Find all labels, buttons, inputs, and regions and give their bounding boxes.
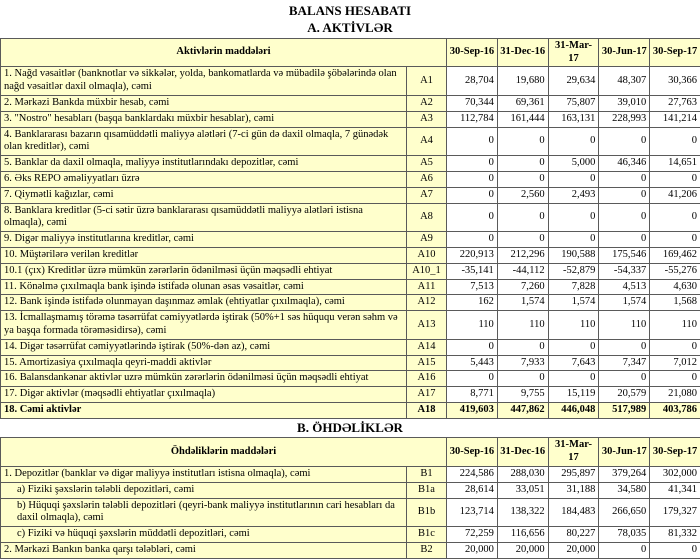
cell-value: 0 <box>650 127 700 156</box>
cell-value: 0 <box>447 339 498 355</box>
cell-value: 19,680 <box>497 67 548 96</box>
date-column-header: 31-Mar-17 <box>548 38 599 67</box>
section-b-title: B. ÖHDƏLİKLƏR <box>0 419 700 438</box>
cell-value: 7,012 <box>650 355 700 371</box>
date-column-header: 31-Dec-16 <box>497 438 548 467</box>
date-column-header: 31-Dec-16 <box>497 38 548 67</box>
cell-value: -35,141 <box>447 263 498 279</box>
cell-value: 0 <box>447 371 498 387</box>
cell-value: 0 <box>548 203 599 232</box>
cell-value: 4,513 <box>599 279 650 295</box>
cell-value: 0 <box>650 172 700 188</box>
assets-table-head <box>1 38 700 67</box>
cell-value: 75,807 <box>548 96 599 112</box>
cell-value: 175,546 <box>599 248 650 264</box>
cell-value: 184,483 <box>548 498 599 527</box>
row-code: A11 <box>407 279 447 295</box>
cell-value: 379,264 <box>599 466 650 482</box>
row-label: 11. Könəlmə çıxılmaqla bank işində istifadə olunan əsas vəsaitlər, cəmi <box>1 279 407 295</box>
row-code: A5 <box>407 156 447 172</box>
cell-value: 212,296 <box>497 248 548 264</box>
table-row <box>1 203 700 232</box>
cell-value: 5,443 <box>447 355 498 371</box>
cell-value: 228,993 <box>599 111 650 127</box>
cell-value: 7,933 <box>497 355 548 371</box>
cell-value: 7,260 <box>497 279 548 295</box>
row-code: A17 <box>407 387 447 403</box>
row-label: 14. Digər təsərrüfat cəmiyyətlərində iştirak (50%-dən az), cəmi <box>1 339 407 355</box>
row-code: A10_1 <box>407 263 447 279</box>
row-code: A4 <box>407 127 447 156</box>
cell-value: 110 <box>599 311 650 340</box>
date-column-header: 30-Sep-16 <box>447 38 498 67</box>
cell-value: -55,276 <box>650 263 700 279</box>
row-code: A10 <box>407 248 447 264</box>
date-column-header: 30-Jun-17 <box>599 38 650 67</box>
cell-value: 0 <box>548 371 599 387</box>
row-code: A16 <box>407 371 447 387</box>
cell-value: 295,897 <box>548 466 599 482</box>
cell-value: 0 <box>599 339 650 355</box>
liabilities-table-head <box>1 438 700 467</box>
cell-value: 138,322 <box>497 498 548 527</box>
cell-value: 34,580 <box>599 482 650 498</box>
cell-value: 0 <box>548 232 599 248</box>
table-row <box>1 127 700 156</box>
cell-value: 517,989 <box>599 402 650 418</box>
row-label: 13. İcmallaşmamış törəmə təsərrüfat cəmiyyətlərdə iştirak (50%+1 səs hüququ verən səhm və ya başqa formada törəməsidirsə), cəmi <box>1 311 407 340</box>
cell-value: 0 <box>599 232 650 248</box>
cell-value: 0 <box>599 203 650 232</box>
table-row <box>1 187 700 203</box>
cell-value: 224,586 <box>447 466 498 482</box>
table-row <box>1 156 700 172</box>
cell-value: 0 <box>599 187 650 203</box>
items-column-header: Öhdəliklərin maddələri <box>1 438 447 467</box>
date-column-header: 30-Sep-16 <box>447 438 498 467</box>
liabilities-table <box>0 437 700 558</box>
cell-value: 0 <box>548 172 599 188</box>
cell-value: 0 <box>599 542 650 558</box>
cell-value: 0 <box>447 172 498 188</box>
row-label: 18. Cəmi aktivlər <box>1 402 407 418</box>
cell-value: 0 <box>497 203 548 232</box>
cell-value: 0 <box>599 127 650 156</box>
row-label: 17. Digər aktivlər (məqsədli ehtiyatlar çıxılmaqla) <box>1 387 407 403</box>
date-column-header: 30-Jun-17 <box>599 438 650 467</box>
assets-table <box>0 38 700 419</box>
cell-value: 0 <box>650 542 700 558</box>
liabilities-table-body <box>1 466 700 558</box>
cell-value: 69,361 <box>497 96 548 112</box>
cell-value: 220,913 <box>447 248 498 264</box>
row-label: a) Fiziki şəxslərin tələbli depozitləri, cəmi <box>1 482 407 498</box>
table-row <box>1 67 700 96</box>
cell-value: 110 <box>497 311 548 340</box>
cell-value: 20,000 <box>548 542 599 558</box>
cell-value: 110 <box>447 311 498 340</box>
cell-value: -54,337 <box>599 263 650 279</box>
row-code: A12 <box>407 295 447 311</box>
assets-table-body <box>1 67 700 418</box>
cell-value: 419,603 <box>447 402 498 418</box>
cell-value: 80,227 <box>548 527 599 543</box>
cell-value: 190,588 <box>548 248 599 264</box>
cell-value: 20,000 <box>497 542 548 558</box>
cell-value: 28,704 <box>447 67 498 96</box>
cell-value: 7,828 <box>548 279 599 295</box>
cell-value: 7,643 <box>548 355 599 371</box>
cell-value: 20,000 <box>447 542 498 558</box>
row-label: 12. Bank işində istifadə olunmayan daşınmaz əmlak (ehtiyatlar çıxılmaqla), cəmi <box>1 295 407 311</box>
cell-value: 0 <box>497 127 548 156</box>
cell-value: 20,579 <box>599 387 650 403</box>
cell-value: 1,574 <box>599 295 650 311</box>
cell-value: 0 <box>650 339 700 355</box>
cell-value: 81,332 <box>650 527 700 543</box>
cell-value: 41,206 <box>650 187 700 203</box>
cell-value: 0 <box>548 339 599 355</box>
date-column-header: 30-Sep-17 <box>650 438 700 467</box>
cell-value: 302,000 <box>650 466 700 482</box>
cell-value: 162 <box>447 295 498 311</box>
cell-value: 0 <box>447 127 498 156</box>
row-code: A14 <box>407 339 447 355</box>
table-row <box>1 498 700 527</box>
cell-value: 110 <box>548 311 599 340</box>
cell-value: 0 <box>548 127 599 156</box>
table-row <box>1 295 700 311</box>
row-label: 6. Əks REPO əməliyyatları üzrə <box>1 172 407 188</box>
table-row <box>1 527 700 543</box>
cell-value: 110 <box>650 311 700 340</box>
cell-value: 1,568 <box>650 295 700 311</box>
cell-value: 0 <box>497 172 548 188</box>
row-code: B1a <box>407 482 447 498</box>
row-code: A3 <box>407 111 447 127</box>
cell-value: 30,366 <box>650 67 700 96</box>
row-code: B2 <box>407 542 447 558</box>
table-row <box>1 311 700 340</box>
table-row <box>1 371 700 387</box>
cell-value: 4,630 <box>650 279 700 295</box>
cell-value: 28,614 <box>447 482 498 498</box>
table-row <box>1 402 700 418</box>
table-row <box>1 339 700 355</box>
cell-value: 29,634 <box>548 67 599 96</box>
row-code: B1 <box>407 466 447 482</box>
row-label: 15. Amortizasiya çıxılmaqla qeyri-maddi aktivlər <box>1 355 407 371</box>
row-label: 2. Mərkəzi Bankda müxbir hesab, cəmi <box>1 96 407 112</box>
row-label: 16. Balansdankənar aktivlər uzrə mümkün zərərlərin ödənilməsi üçün məqsədli ehtiyat <box>1 371 407 387</box>
cell-value: 169,462 <box>650 248 700 264</box>
table-row <box>1 542 700 558</box>
cell-value: 9,755 <box>497 387 548 403</box>
row-label: 3. "Nostro" hesabları (başqa banklardakı müxbir hesablar), cəmi <box>1 111 407 127</box>
cell-value: 288,030 <box>497 466 548 482</box>
row-label: c) Fiziki və hüquqi şəxslərin müddətli depozitləri, cəmi <box>1 527 407 543</box>
cell-value: 1,574 <box>497 295 548 311</box>
cell-value: 2,493 <box>548 187 599 203</box>
cell-value: 0 <box>650 371 700 387</box>
row-label: 9. Digər maliyyə institutlarına kreditlər, cəmi <box>1 232 407 248</box>
table-row <box>1 111 700 127</box>
cell-value: 70,344 <box>447 96 498 112</box>
row-label: 1. Depozitlər (banklar və digər maliyyə institutları istisna olmaqla), cəmi <box>1 466 407 482</box>
cell-value: 0 <box>497 339 548 355</box>
table-row <box>1 387 700 403</box>
cell-value: 8,771 <box>447 387 498 403</box>
cell-value: 33,051 <box>497 482 548 498</box>
section-a-title: A. AKTİVLƏR <box>0 19 700 38</box>
cell-value: 116,656 <box>497 527 548 543</box>
cell-value: 0 <box>497 371 548 387</box>
row-label: 1. Nağd vəsaitlər (banknotlar və sikkələr, yolda, bankomatlarda və mübadilə şöbələrində olan nağd vəsaitlər daxil olmaqla), cəmi <box>1 67 407 96</box>
cell-value: 163,131 <box>548 111 599 127</box>
cell-value: 0 <box>599 371 650 387</box>
cell-value: 0 <box>497 156 548 172</box>
cell-value: 78,035 <box>599 527 650 543</box>
table-row <box>1 279 700 295</box>
cell-value: 0 <box>447 156 498 172</box>
cell-value: 179,327 <box>650 498 700 527</box>
cell-value: 39,010 <box>599 96 650 112</box>
date-column-header: 31-Mar-17 <box>548 438 599 467</box>
row-code: A7 <box>407 187 447 203</box>
cell-value: 447,862 <box>497 402 548 418</box>
row-code: A6 <box>407 172 447 188</box>
cell-value: 0 <box>447 203 498 232</box>
row-code: A1 <box>407 67 447 96</box>
cell-value: 7,513 <box>447 279 498 295</box>
cell-value: 21,080 <box>650 387 700 403</box>
row-code: A9 <box>407 232 447 248</box>
cell-value: 27,763 <box>650 96 700 112</box>
row-label: 10.1 (çıx) Kreditlər üzrə mümkün zərərlərin ödənilməsi üçün məqsədli ehtiyat <box>1 263 407 279</box>
row-label: 7. Qiymətli kağızlar, cəmi <box>1 187 407 203</box>
cell-value: 0 <box>497 232 548 248</box>
row-code: B1b <box>407 498 447 527</box>
table-row <box>1 248 700 264</box>
cell-value: 123,714 <box>447 498 498 527</box>
cell-value: -52,879 <box>548 263 599 279</box>
cell-value: 0 <box>650 232 700 248</box>
table-row <box>1 355 700 371</box>
table-row <box>1 482 700 498</box>
table-row <box>1 466 700 482</box>
cell-value: 2,560 <box>497 187 548 203</box>
row-label: b) Hüquqi şəxslərin tələbli depozitləri (qeyri-bank maliyyə institutlarının cari hesabları da daxil olmaqla), cəmi <box>1 498 407 527</box>
cell-value: 112,784 <box>447 111 498 127</box>
row-code: A13 <box>407 311 447 340</box>
cell-value: 31,188 <box>548 482 599 498</box>
cell-value: 0 <box>650 203 700 232</box>
header-row <box>1 438 700 467</box>
table-row <box>1 232 700 248</box>
cell-value: 266,650 <box>599 498 650 527</box>
cell-value: 1,574 <box>548 295 599 311</box>
row-code: A15 <box>407 355 447 371</box>
cell-value: 0 <box>447 187 498 203</box>
cell-value: 48,307 <box>599 67 650 96</box>
row-label: 8. Banklara kreditlər (5-ci sətir üzrə banklararası qısamüddətli maliyyə alətləri istisna olmaqla), cəmi <box>1 203 407 232</box>
row-label: 10. Müştərilərə verilən kreditlər <box>1 248 407 264</box>
cell-value: 161,444 <box>497 111 548 127</box>
cell-value: -44,112 <box>497 263 548 279</box>
row-code: A18 <box>407 402 447 418</box>
cell-value: 0 <box>447 232 498 248</box>
table-row <box>1 172 700 188</box>
cell-value: 41,341 <box>650 482 700 498</box>
row-code: A8 <box>407 203 447 232</box>
report-title: BALANS HESABATI <box>0 0 700 19</box>
row-code: A2 <box>407 96 447 112</box>
cell-value: 7,347 <box>599 355 650 371</box>
cell-value: 446,048 <box>548 402 599 418</box>
row-code: B1c <box>407 527 447 543</box>
cell-value: 403,786 <box>650 402 700 418</box>
table-row <box>1 96 700 112</box>
cell-value: 141,214 <box>650 111 700 127</box>
cell-value: 14,651 <box>650 156 700 172</box>
cell-value: 5,000 <box>548 156 599 172</box>
cell-value: 0 <box>599 172 650 188</box>
date-column-header: 30-Sep-17 <box>650 38 700 67</box>
table-row <box>1 263 700 279</box>
cell-value: 46,346 <box>599 156 650 172</box>
header-row <box>1 38 700 67</box>
row-label: 4. Banklararası bazarın qısamüddətli maliyyə alətləri (7-ci gün də daxil olmaqla, 7 günədək olan kreditlər), cəmi <box>1 127 407 156</box>
row-label: 5. Banklar da daxil olmaqla, maliyyə institutlarındakı depozitlər, cəmi <box>1 156 407 172</box>
items-column-header: Aktivlərin maddələri <box>1 38 447 67</box>
cell-value: 15,119 <box>548 387 599 403</box>
row-label: 2. Mərkəzi Bankın banka qarşı tələbləri, cəmi <box>1 542 407 558</box>
cell-value: 72,259 <box>447 527 498 543</box>
